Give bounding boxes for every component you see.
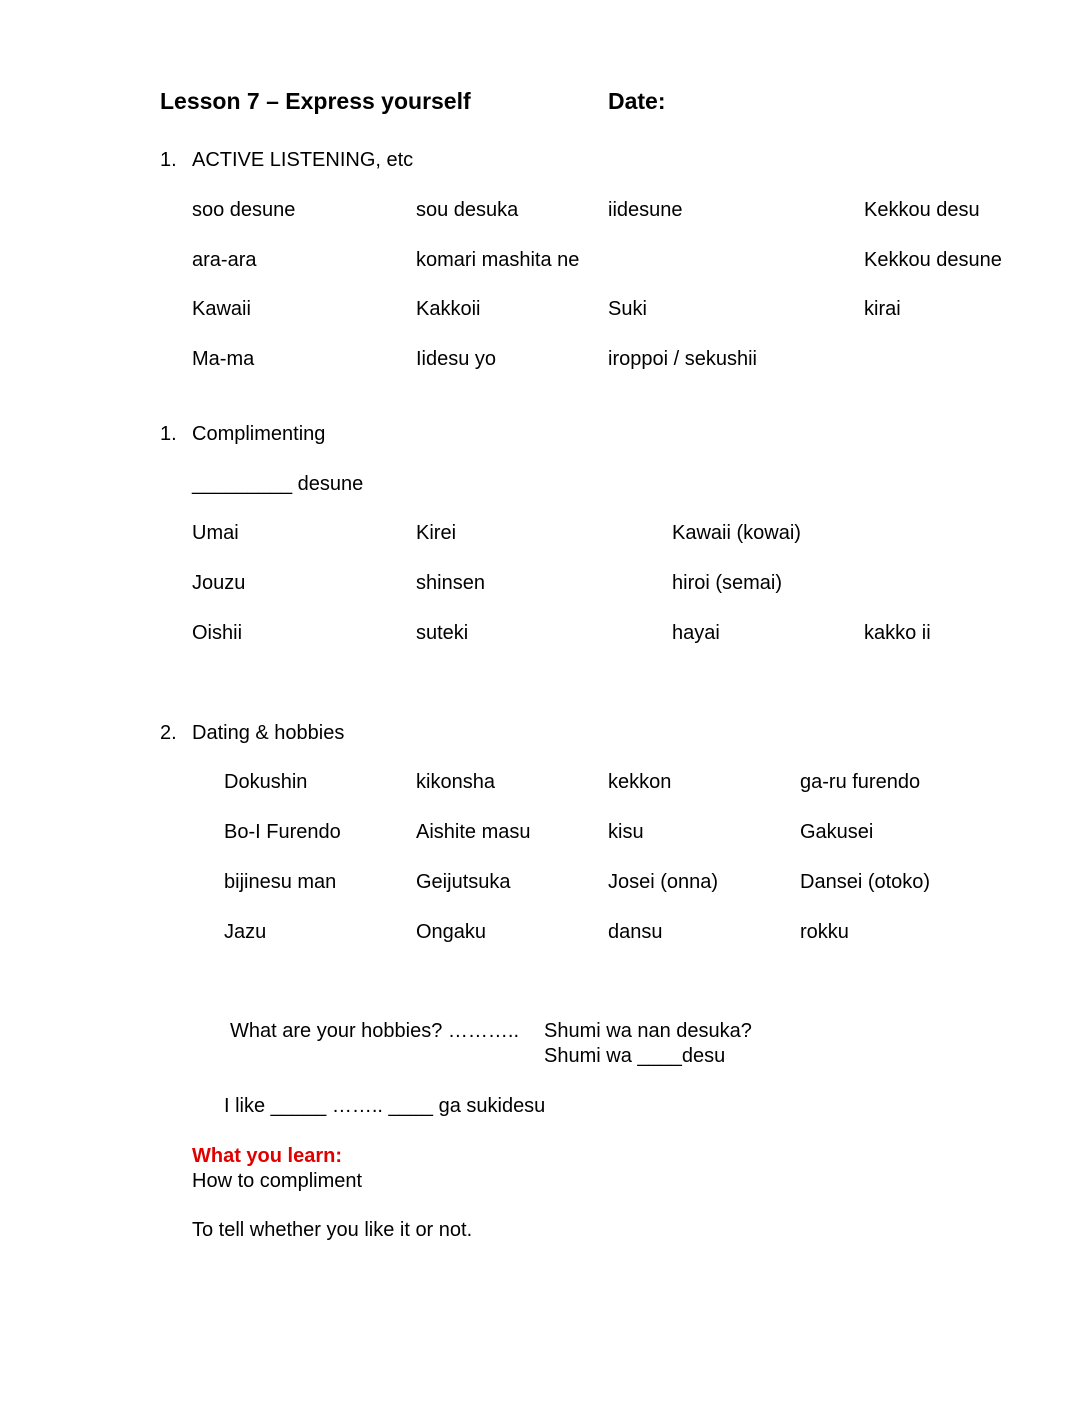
vocab-word: Aishite masu (416, 821, 531, 843)
vocab-word: Gakusei (800, 821, 874, 843)
vocab-word: Kirei (416, 522, 457, 544)
section-heading-active-listening: ACTIVE LISTENING, etc (192, 149, 414, 171)
vocab-word: hayai (672, 622, 720, 644)
vocab-word: Josei (onna) (608, 871, 719, 893)
hobby-answer-japanese: Shumi wa ____desu (544, 1045, 726, 1067)
vocab-word: kirai (864, 298, 901, 320)
vocab-word: sou desuka (416, 199, 519, 221)
hobby-question-japanese: Shumi wa nan desuka? (544, 1020, 752, 1042)
vocab-word: Iidesu yo (416, 348, 497, 370)
vocab-word: Umai (192, 522, 239, 544)
vocab-word: Ma-ma (192, 348, 255, 370)
section-heading-dating-hobbies: Dating & hobbies (192, 722, 345, 744)
vocab-word: iroppoi / sekushii (608, 348, 757, 370)
vocab-word: iidesune (608, 199, 683, 221)
hobby-question-english: What are your hobbies? ……….. (230, 1020, 520, 1042)
vocab-word: Kekkou desune (864, 249, 1002, 271)
vocab-word: kakko ii (864, 622, 931, 644)
vocab-word: Geijutsuka (416, 871, 511, 893)
learn-item: To tell whether you like it or not. (192, 1219, 473, 1241)
like-sentence: I like _____ …….. ____ ga sukidesu (224, 1095, 546, 1117)
vocab-word: Kawaii (kowai) (672, 522, 801, 544)
vocab-word: Kakkoii (416, 298, 481, 320)
date-label: Date: (608, 88, 666, 114)
learn-item: How to compliment (192, 1170, 363, 1192)
vocab-word: Oishii (192, 622, 243, 644)
vocab-word: suteki (416, 622, 469, 644)
lesson-title: Lesson 7 – Express yourself (160, 88, 471, 114)
section-number: 1. (160, 423, 177, 445)
vocab-word: Kekkou desu (864, 199, 980, 221)
vocab-word: hiroi (semai) (672, 572, 783, 594)
vocab-word: Kawaii (192, 298, 251, 320)
vocab-word: Dansei (otoko) (800, 871, 931, 893)
section-heading-complimenting: Complimenting (192, 423, 326, 445)
vocab-word: ga-ru furendo (800, 771, 921, 793)
section-number: 1. (160, 149, 177, 171)
vocab-word: dansu (608, 921, 663, 943)
vocab-word: bijinesu man (224, 871, 337, 893)
learn-heading: What you learn: (192, 1145, 343, 1167)
vocab-word: kikonsha (416, 771, 495, 793)
vocab-word: rokku (800, 921, 849, 943)
vocab-word: Dokushin (224, 771, 308, 793)
vocab-word: ara-ara (192, 249, 257, 271)
vocab-word: Ongaku (416, 921, 487, 943)
vocab-word: kisu (608, 821, 644, 843)
vocab-word: komari mashita ne (416, 249, 580, 271)
vocab-word: soo desune (192, 199, 296, 221)
section-number: 2. (160, 722, 177, 744)
vocab-word: shinsen (416, 572, 485, 594)
vocab-word: kekkon (608, 771, 672, 793)
vocab-word: Suki (608, 298, 647, 320)
vocab-word: Bo-I Furendo (224, 821, 341, 843)
compliment-pattern: _________ desune (192, 473, 364, 495)
vocab-word: Jazu (224, 921, 267, 943)
vocab-word: Jouzu (192, 572, 246, 594)
